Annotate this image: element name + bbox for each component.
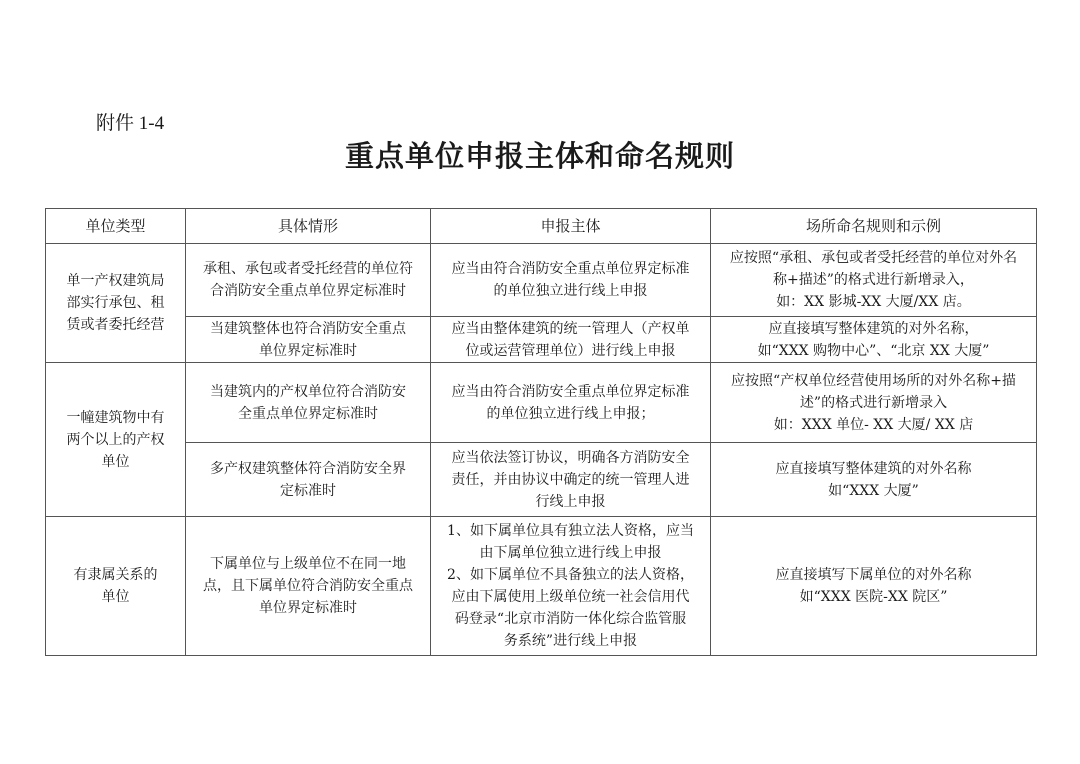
document-title: 重点单位申报主体和命名规则 (344, 139, 735, 173)
unit-type-line: 赁或者委托经营 (66, 317, 165, 333)
subject-line: 由下属单位独立进行线上申报 (479, 545, 662, 561)
subject-line: 行线上申报 (535, 493, 606, 510)
table-row (46, 517, 1037, 656)
table-row (46, 363, 1037, 443)
unit-type-line: 一幢建筑物中有 (66, 409, 165, 426)
rules-table (45, 208, 1037, 656)
situation-line: 合消防安全重点单位界定标准时 (210, 283, 406, 299)
naming-line: 应直接填写下属单位的对外名称 (775, 567, 972, 583)
unit-type-line: 单一产权建筑局 (66, 273, 165, 289)
subject-line: 应由下属使用上级单位统一社会信用代 (451, 589, 690, 605)
naming-cell (711, 363, 1037, 443)
subject-line: 码登录“北京市消防一体化综合监管服 (454, 611, 687, 627)
situation-line: 定标准时 (280, 482, 336, 499)
situation-line: 点，且下属单位符合消防安全重点 (203, 578, 413, 594)
subject-line: 1、如下属单位具有独立法人资格，应当 (447, 523, 694, 539)
subject-line: 应当由符合消防安全重点单位界定标准 (451, 383, 690, 400)
naming-cell (711, 317, 1037, 363)
situation-line: 单位界定标准时 (259, 600, 357, 616)
unit-type-line: 有隶属关系的 (73, 567, 158, 583)
header-subject: 申报主体 (431, 209, 711, 244)
naming-cell (711, 244, 1037, 317)
subject-line: 应当由整体建筑的统一管理人（产权单 (451, 320, 690, 337)
subject-cell (431, 443, 711, 517)
situation-line: 当建筑整体也符合消防安全重点 (210, 320, 406, 337)
subject-line: 务系统”进行线上申报 (503, 633, 638, 649)
table-row (46, 317, 1037, 363)
unit-type-line: 单位 (101, 453, 130, 470)
subject-cell (431, 317, 711, 363)
situation-line: 下属单位与上级单位不在同一地 (210, 556, 406, 572)
naming-line: 如“XXX 购物中心”、“北京 XX 大厦” (757, 342, 990, 359)
situation-cell (186, 517, 431, 656)
situation-cell (186, 363, 431, 443)
situation-cell (186, 244, 431, 317)
subject-line: 应当由符合消防安全重点单位界定标准 (451, 261, 690, 277)
unit-type-cell (46, 244, 186, 363)
header-situation: 具体情形 (186, 209, 431, 244)
naming-line: 应按照“承租、承包或者受托经营的单位对外名 (729, 250, 1018, 266)
unit-type-line: 部实行承包、租 (66, 295, 165, 311)
unit-type-cell (46, 363, 186, 517)
attachment-label: 附件 1-4 (96, 113, 165, 134)
unit-type-line: 两个以上的产权 (66, 431, 165, 448)
header-unit-type: 单位类型 (46, 209, 186, 244)
naming-line: 述”的格式进行新增录入 (799, 394, 948, 411)
naming-line: 应直接填写整体建筑的对外名称， (768, 320, 979, 337)
naming-line: 应按照“产权单位经营使用场所的对外名称+描 (731, 372, 1016, 389)
subject-line: 位或运营管理单位）进行线上申报 (465, 342, 676, 359)
situation-cell (186, 317, 431, 363)
subject-line: 2、如下属单位不具备独立的法人资格， (447, 567, 694, 583)
subject-line: 应当依法签订协议，明确各方消防安全 (451, 449, 690, 466)
naming-line: 应直接填写整体建筑的对外名称 (775, 460, 972, 477)
situation-cell (186, 443, 431, 517)
header-naming-rule: 场所命名规则和示例 (711, 209, 1037, 244)
table-row (46, 244, 1037, 317)
naming-line: 如：XX 影城-XX 大厦/XX 店。 (776, 294, 971, 310)
table-header-row (46, 209, 1037, 244)
subject-line: 责任，并由协议中确定的统一管理人进 (451, 471, 690, 488)
subject-line: 的单位独立进行线上申报； (486, 405, 655, 422)
subject-cell (431, 517, 711, 656)
table-row (46, 443, 1037, 517)
subject-cell (431, 363, 711, 443)
naming-cell (711, 517, 1037, 656)
naming-line: 称+描述”的格式进行新增录入， (773, 272, 974, 288)
situation-line: 全重点单位界定标准时 (238, 405, 378, 422)
naming-cell (711, 443, 1037, 517)
naming-line: 如“XXX 医院-XX 院区” (799, 589, 948, 605)
situation-line: 当建筑内的产权单位符合消防安 (210, 383, 406, 400)
unit-type-line: 单位 (101, 589, 130, 605)
naming-line: 如“XXX 大厦” (828, 482, 919, 499)
subject-cell (431, 244, 711, 317)
situation-line: 单位界定标准时 (259, 342, 357, 359)
unit-type-cell (46, 517, 186, 656)
subject-line: 的单位独立进行线上申报 (493, 283, 648, 299)
naming-line: 如：XXX 单位- XX 大厦/ XX 店 (773, 416, 974, 433)
situation-line: 多产权建筑整体符合消防安全界 (210, 460, 406, 477)
situation-line: 承租、承包或者受托经营的单位符 (203, 261, 413, 277)
